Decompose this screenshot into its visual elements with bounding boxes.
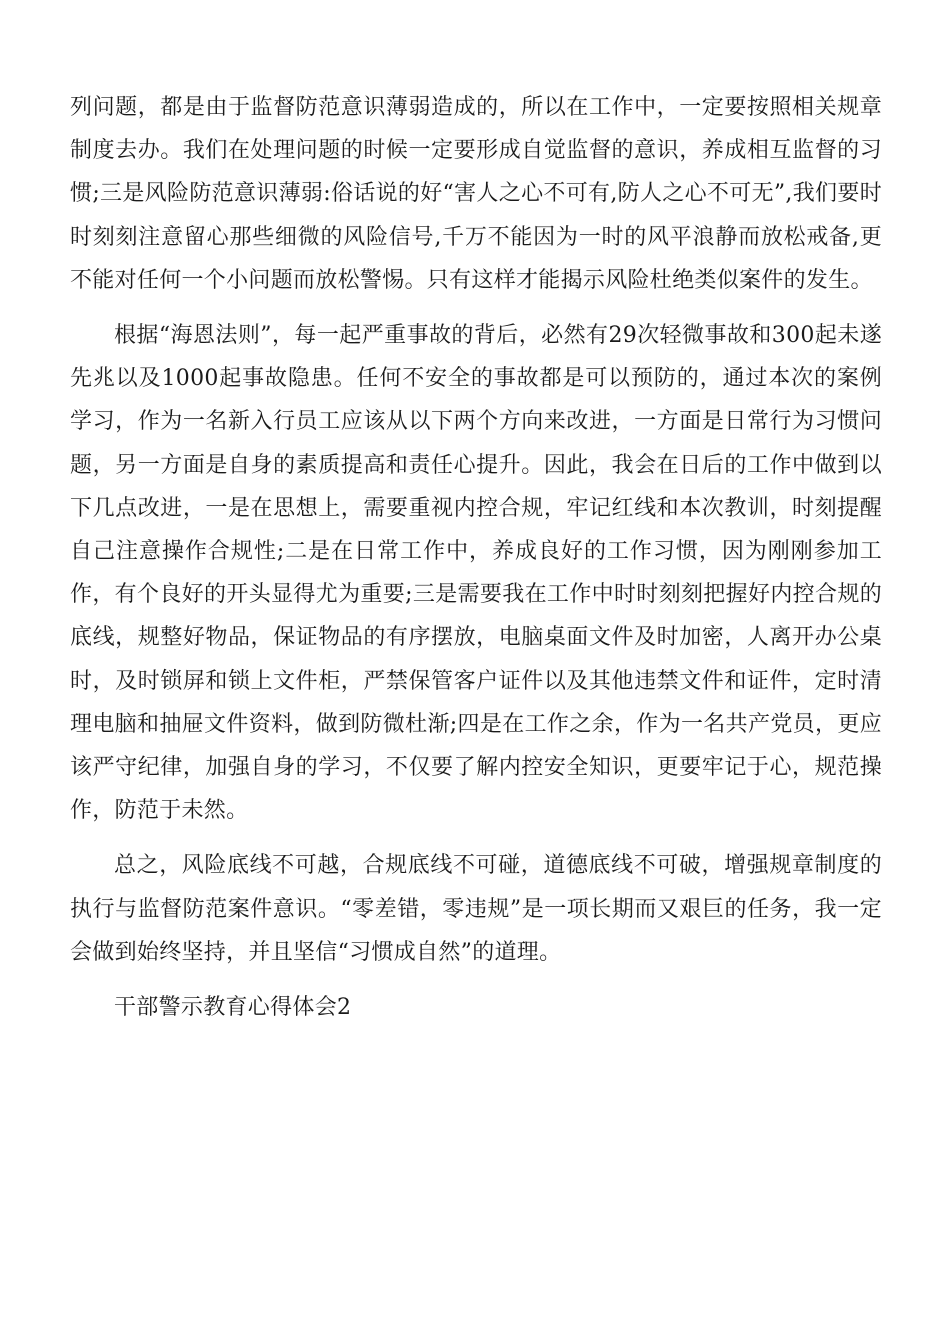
document-page: [70, 86, 882, 1029]
section-title: 干部警示教育心得体会2: [114, 995, 352, 1021]
paragraph-continued: 列问题，都是由于监督防范意识薄弱造成的，所以在工作中，一定要按照相关规章制度去办。我们在处理问题的时候一定要形成自觉监督的意识，养成相互监督的习惯;三是风险防范意识薄弱:俗话说的好“害人之心不可有,防人之心不可无”,我们要时时刻刻注意留心那些细微的风险信号,千万不能因为一时的风平浪静而放松戒备,更不能对任何一个小问题而放松警惕。只有这样才能揭示风险杜绝类似案件的发生。: [70, 95, 882, 293]
paragraph-heinrich-law: 根据“海恩法则”，每一起严重事故的背后，必然有29次轻微事故和300起未遂先兆以及1000起事故隐患。任何不安全的事故都是可以预防的，通过本次的案例学习，作为一名新入行员工应该从以下两个方向来改进，一方面是日常行为习惯问题，另一方面是自身的素质提高和责任心提升。因此，我会在日后的工作中做到以下几点改进，一是在思想上，需要重视内控合规，牢记红线和本次教训，时刻提醒自己注意操作合规性;二是在日常工作中，养成良好的工作习惯，因为刚刚参加工作，有个良好的开头显得尤为重要;三是需要我在工作中时时刻刻把握好内控合规的底线，规整好物品，保证物品的有序摆放，电脑桌面文件及时加密，人离开办公桌时，及时锁屏和锁上文件柜，严禁保管客户证件以及其他违禁文件和证件，定时清理电脑和抽屉文件资料，做到防微杜渐;四是在工作之余，作为一名共产党员，更应该严守纪律，加强自身的学习，不仅要了解内控安全知识，更要牢记于心，规范操作，防范于未然。: [70, 323, 882, 824]
paragraph-conclusion: 总之，风险底线不可越，合规底线不可碰，道德底线不可破，增强规章制度的执行与监督防范案件意识。“零差错，零违规”是一项长期而又艰巨的任务，我一定会做到始终坚持，并且坚信“习惯成自然”的道理。: [70, 853, 882, 965]
